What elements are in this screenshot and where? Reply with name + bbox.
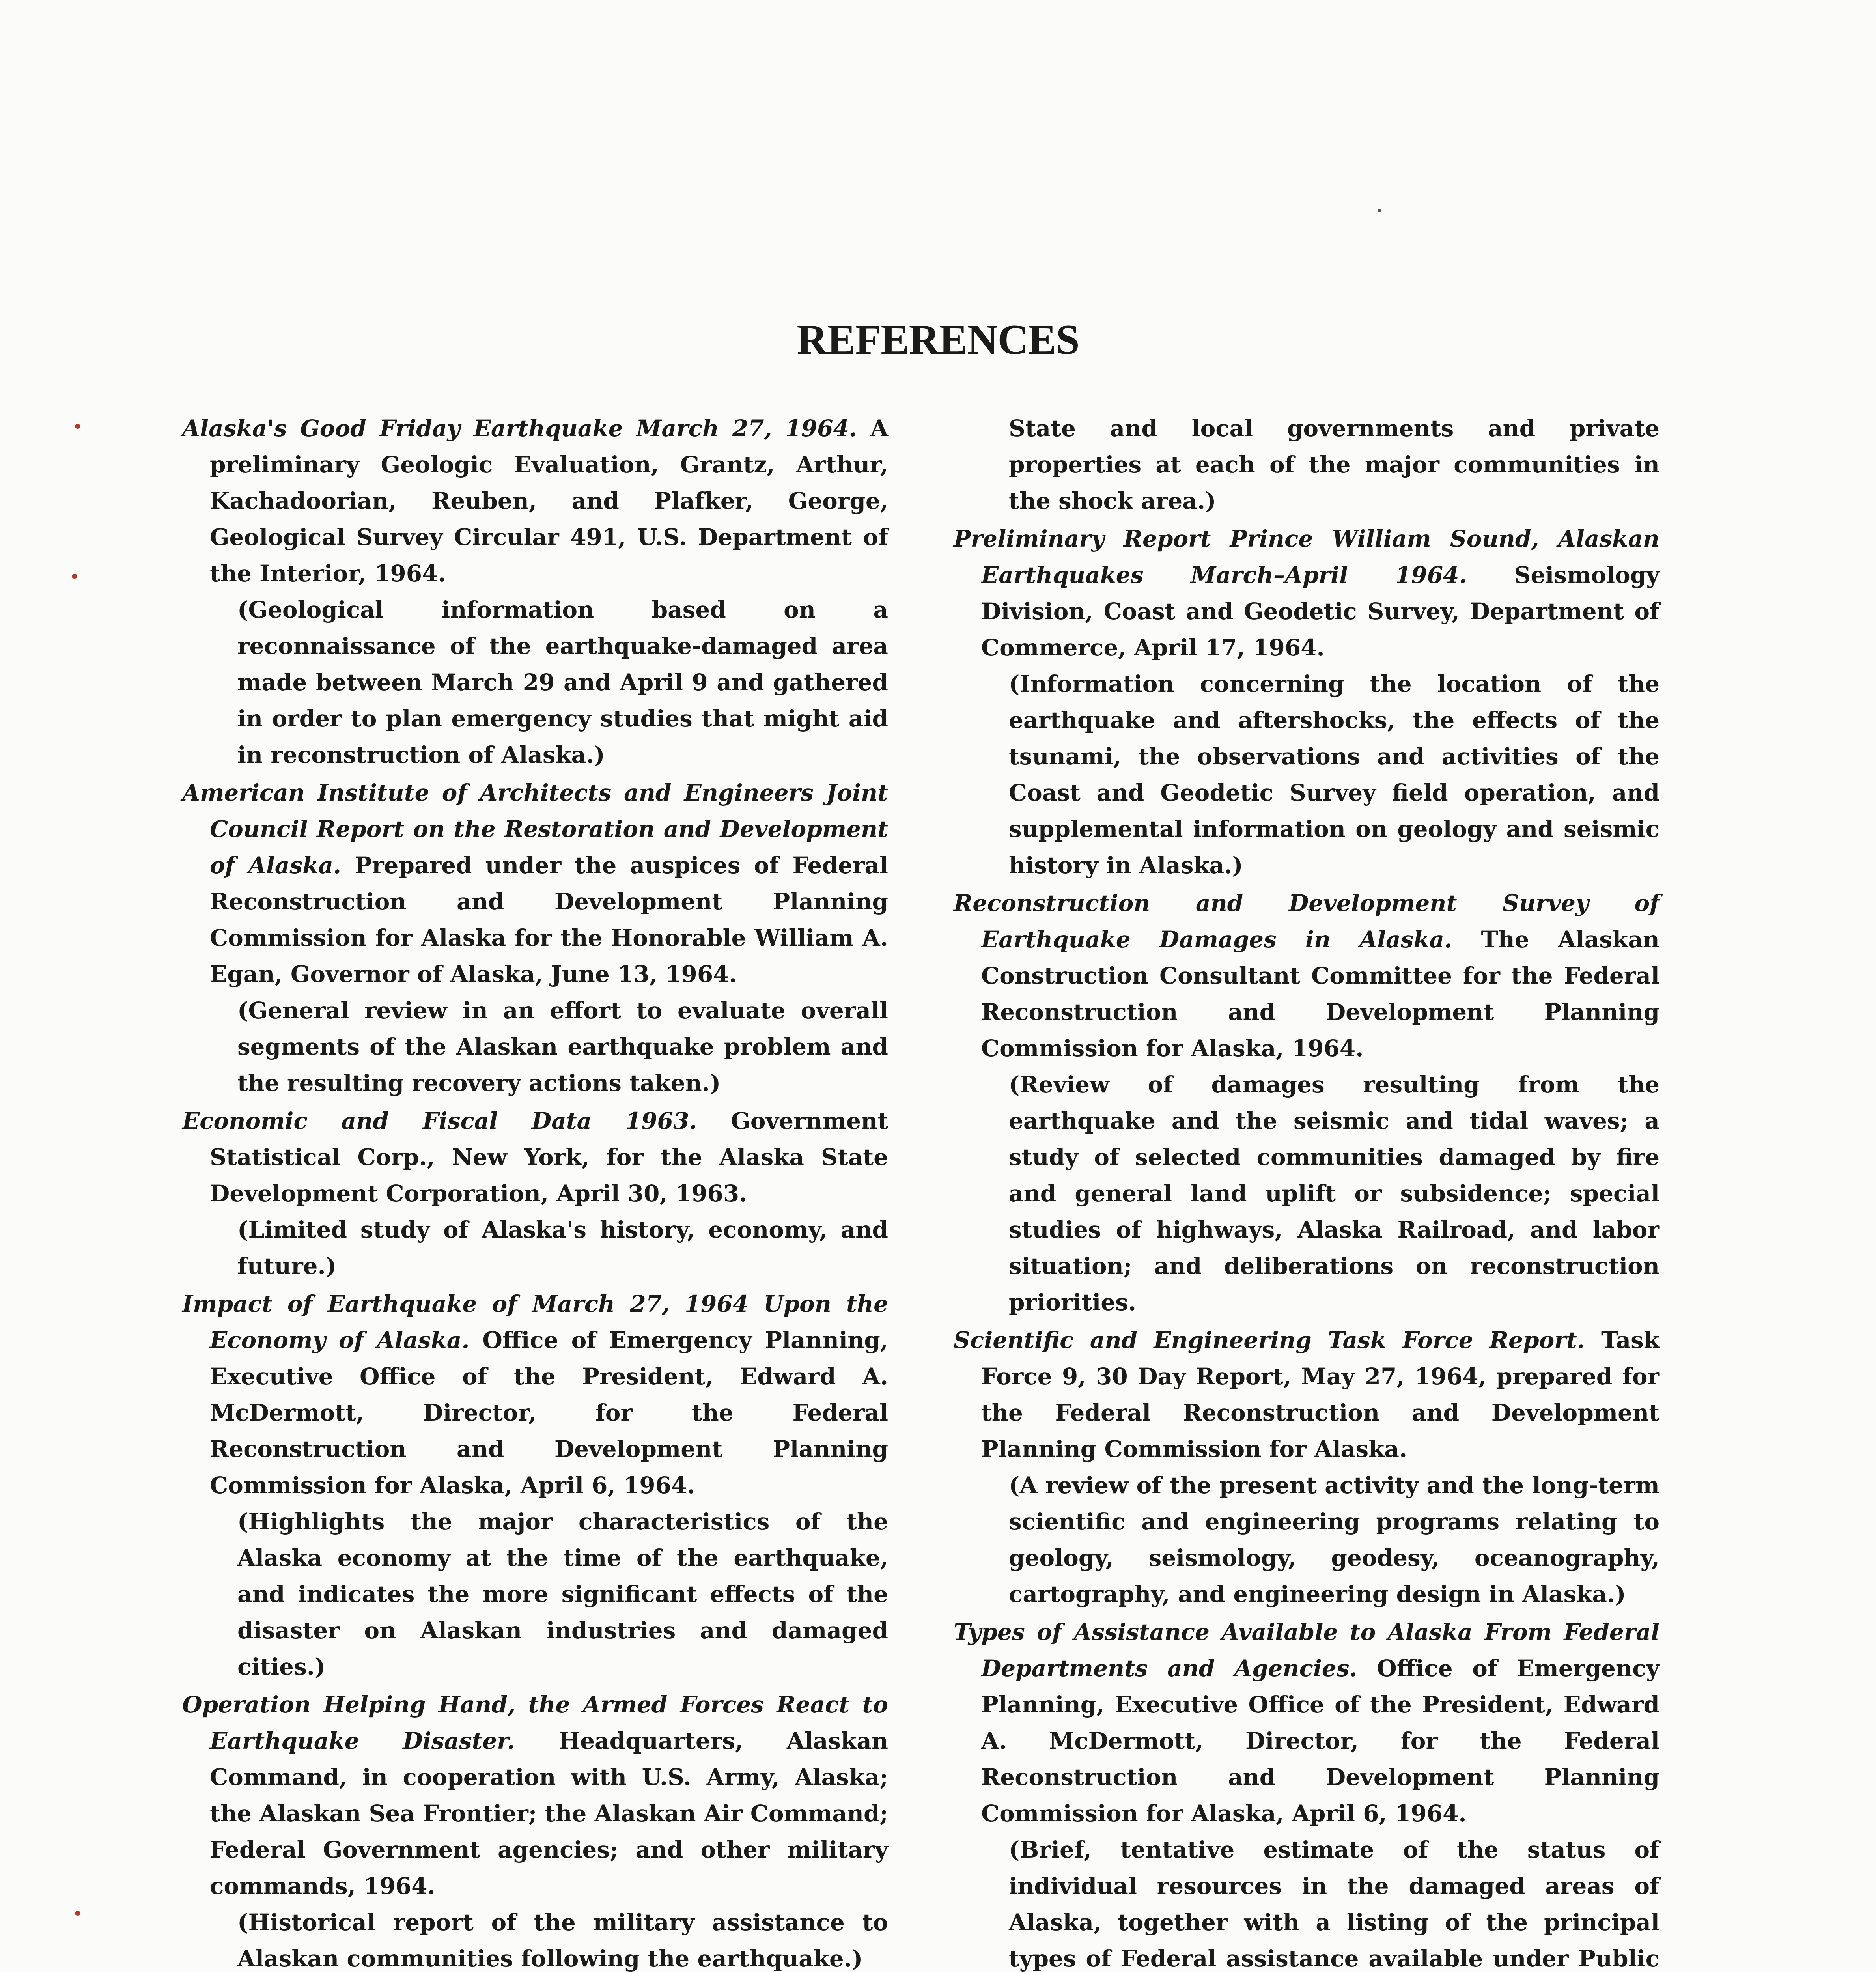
reference-entry	[954, 1614, 1659, 1972]
reference-citation	[954, 1322, 1659, 1467]
reference-title: Economic and Fiscal Data 1963.	[182, 1107, 697, 1134]
reference-entry	[954, 885, 1659, 1320]
reference-details: Office of Emergency Planning, Executive Office of the President, Edward A. McDermott, Director, for the Federal Reconstruction and Development Planning Commission for Alaska, April 6, 1964.	[210, 1327, 888, 1499]
reference-details: Office of Emergency Planning, Executive Office of the President, Edward A. McDermott, Director, for the Federal Reconstruction and Development Planning Commission for Alaska, April 6, 1964.	[981, 1655, 1659, 1827]
reference-annotation: (Review of damages resulting from the earthquake and the seismic and tidal waves; a study of selected communities damaged by fire and general land uplift or subsidence; special studies of highways, Alaska Railroad, and labor situation; and deliberations on reconstruction priorities.	[1009, 1071, 1659, 1316]
reference-citation	[954, 521, 1659, 666]
reference-entry	[954, 521, 1659, 883]
speck-decoration	[1378, 209, 1381, 212]
right-column	[954, 410, 1659, 1972]
reference-details: A preliminary Geologic Evaluation, Grantz, Arthur, Kachadoorian, Reuben, and Plafker, George, Geological Survey Circular 491, U.S. Department of the Interior, 1964.	[210, 415, 888, 587]
reference-title: American Institute of Architects and Engineers Joint Council Report on the Restoration and Development of Alaska.	[182, 779, 888, 879]
reference-annotation: (Highlights the major characteristics of the Alaska economy at the time of the earthquake, and indicates the more significant effects of the disaster on Alaskan industries and damaged cities.)	[237, 1508, 888, 1680]
reference-citation	[182, 1286, 888, 1503]
margin-mark-decoration	[75, 424, 80, 429]
reference-title: Preliminary Report Prince William Sound, Alaskan Earthquakes March–April 1964.	[954, 525, 1659, 588]
reference-title: Alaska's Good Friday Earthquake March 27, 1964.	[182, 415, 857, 442]
reference-annotation: (Limited study of Alaska's history, economy, and future.)	[237, 1216, 888, 1279]
page-title: REFERENCES	[797, 316, 1079, 363]
reference-title: Scientific and Engineering Task Force Report.	[954, 1327, 1585, 1354]
reference-title: Types of Assistance Available to Alaska From Federal Departments and Agencies.	[954, 1619, 1659, 1682]
reference-annotation: (Brief, tentative estimate of the status of individual resources in the damaged areas of Alaska, together with a listing of the principal types of Federal assistance available under Public	[1009, 1836, 1659, 1972]
reference-entry	[182, 1286, 888, 1685]
reference-annotation: (General review in an effort to evaluate overall segments of the Alaskan earthquake problem and the resulting recovery actions taken.)	[237, 997, 888, 1096]
reference-citation	[954, 1614, 1659, 1832]
reference-citation	[182, 775, 888, 992]
margin-mark-decoration	[72, 574, 77, 579]
reference-title: Operation Helping Hand, the Armed Forces React to Earthquake Disaster.	[182, 1691, 888, 1754]
reference-citation	[182, 1103, 888, 1212]
reference-entry	[954, 1322, 1659, 1612]
reference-citation	[182, 410, 888, 592]
reference-details: Prepared under the auspices of Federal Reconstruction and Development Planning Commission for Alaska for the Honorable William A. Egan, Governor of Alaska, June 13, 1964.	[210, 852, 889, 988]
reference-details: The Alaskan Construction Consultant Committee for the Federal Reconstruction and Development Planning Commission for Alaska, 1964.	[981, 926, 1659, 1062]
reference-annotation: (Geological information based on a reconnaissance of the earthquake-damaged area made between March 29 and April 9 and gathered in order to plan emergency studies that might aid in reconstruction of Alaska.)	[237, 596, 888, 768]
reference-title: Reconstruction and Development Survey of Earthquake Damages in Alaska.	[954, 890, 1659, 953]
reference-details: Headquarters, Alaskan Command, in cooperation with U.S. Army, Alaska; the Alaskan Sea Frontier; the Alaskan Air Command; Federal Government agencies; and other military commands, 1964.	[210, 1727, 889, 1899]
reference-annotation: (A review of the present activity and the long-term scientific and engineering programs relating to geology, seismology, geodesy, oceanography, cartography, and engineering design in Alaska.)	[1009, 1472, 1659, 1608]
reference-citation	[182, 1686, 888, 1904]
reference-details: Task Force 9, 30 Day Report, May 27, 1964, prepared for the Federal Reconstruction and Development Planning Commission for Alaska.	[981, 1327, 1659, 1462]
margin-mark-decoration	[75, 1911, 80, 1916]
reference-citation	[954, 885, 1659, 1066]
reference-entry	[182, 1103, 888, 1284]
reference-entry	[182, 1686, 888, 1972]
reference-details: Government Statistical Corp., New York, for the Alaska State Development Corporation, April 30, 1963.	[210, 1107, 888, 1207]
reference-annotation: (Information concerning the location of the earthquake and aftershocks, the effects of the tsunami, the observations and activities of the Coast and Geodetic Survey field operation, and supplemental information on geology and seismic history in Alaska.)	[1009, 670, 1659, 879]
left-column	[182, 410, 888, 1972]
reference-annotation: (Historical report of the military assistance to Alaskan communities following the earthquake.)	[237, 1909, 888, 1972]
continued-annotation: State and local governments and private properties at each of the major communities in the shock area.)	[1009, 415, 1659, 514]
reference-entry	[182, 775, 888, 1101]
reference-entry	[182, 410, 888, 773]
reference-title: Impact of Earthquake of March 27, 1964 Upon the Economy of Alaska.	[182, 1290, 888, 1354]
reference-details: Seismology Division, Coast and Geodetic Survey, Department of Commerce, April 17, 1964.	[981, 562, 1659, 661]
